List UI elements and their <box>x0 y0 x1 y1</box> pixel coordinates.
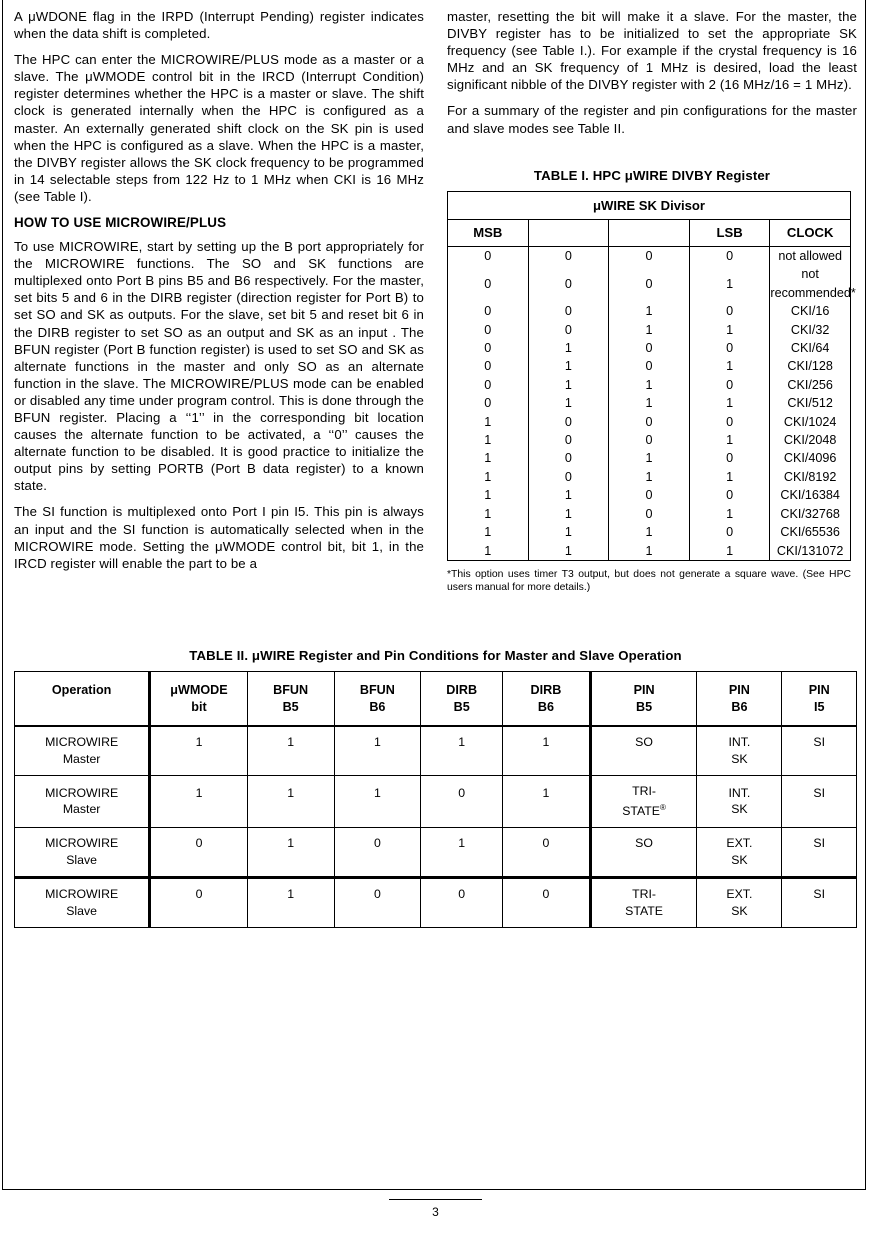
cell-line-1: SI <box>813 785 826 800</box>
header-line-2: B6 <box>537 699 554 714</box>
table-cell: 1 <box>448 413 529 431</box>
table-2-caption: TABLE II. μWIRE Register and Pin Conditions for Master and Slave Operation <box>189 648 682 663</box>
table-cell: 1 <box>609 302 690 320</box>
cell-line-1: 1 <box>195 785 203 800</box>
cell-line-1: 1 <box>373 735 381 749</box>
table-cell: 0 <box>448 247 529 266</box>
registered-trademark-icon: ® <box>660 802 666 812</box>
header-line-2: B6 <box>369 699 386 714</box>
table-cell: 0 <box>689 523 770 541</box>
cell-line-2 <box>784 751 854 768</box>
cell-line-2: SK <box>731 802 748 817</box>
header-line-1: BFUN <box>273 683 309 697</box>
table-2-header-row <box>15 672 857 727</box>
table-row <box>448 486 851 504</box>
header-line-2: bit <box>191 699 207 714</box>
cell-line-1: SO <box>635 836 653 851</box>
cell-line-1: SI <box>813 887 826 902</box>
cell-line-1: 1 <box>287 836 295 851</box>
table-cell: CKI/8192 <box>770 468 851 486</box>
table-cell: 0 <box>609 505 690 523</box>
table-cell: 1 <box>689 357 770 375</box>
cell-line-2: Slave <box>66 903 97 918</box>
page-number: 3 <box>432 1205 439 1219</box>
header-line-1: PIN <box>808 683 830 697</box>
table-cell: 1 <box>528 376 609 394</box>
table-cell: 0 <box>448 394 529 412</box>
cell-line-2 <box>337 751 419 768</box>
table-1-footnote: *This option uses timer T3 output, but does not generate a square wave. (See HPC users manual for more details.) <box>447 568 851 594</box>
operation-cell <box>15 828 150 878</box>
cell-line-1: INT. <box>728 785 751 800</box>
table-1-group-header-row <box>448 192 851 220</box>
table-row <box>448 449 851 467</box>
table-2-col-header <box>697 672 782 727</box>
cell-line-2 <box>423 751 500 768</box>
cell-line-2: SK <box>731 852 748 867</box>
pin-b6-cell <box>697 878 782 928</box>
header-line-1: μWMODE <box>170 683 228 697</box>
left-text-column <box>14 8 424 572</box>
table-2-col-header <box>590 672 697 727</box>
cell-line-2 <box>153 751 245 768</box>
table-cell: 1 <box>689 431 770 449</box>
cell-line-2: Master <box>62 802 101 817</box>
table-cell: CKI/131072 <box>770 542 851 561</box>
table-cell: 1 <box>689 265 770 302</box>
cell-line-2 <box>505 852 587 869</box>
table-cell: 0 <box>609 339 690 357</box>
pin-i5-cell <box>782 878 857 928</box>
bfun-b6-cell <box>334 776 421 828</box>
table-cell: CKI/32768 <box>770 505 851 523</box>
table-cell: 1 <box>528 339 609 357</box>
right-text-column <box>447 8 857 137</box>
table-1-header-row <box>448 220 851 247</box>
dirb-b5-cell <box>421 878 503 928</box>
table-1-col-header: CLOCK <box>770 220 851 247</box>
header-line-2: B6 <box>731 699 748 714</box>
cell-line-2 <box>505 751 587 768</box>
table-row <box>448 357 851 375</box>
table-row <box>448 247 851 266</box>
dirb-b6-cell <box>503 726 591 776</box>
table-cell: 0 <box>609 265 690 302</box>
table-cell: 0 <box>528 321 609 339</box>
header-line-2 <box>17 699 146 716</box>
cell-line-2: STATE® <box>622 802 666 818</box>
table-cell: 1 <box>609 394 690 412</box>
section-heading: HOW TO USE MICROWIRE/PLUS <box>14 215 227 231</box>
dirb-b5-cell <box>421 776 503 828</box>
table-1-col-header: LSB <box>689 220 770 247</box>
cell-line-1: 0 <box>458 785 466 800</box>
uwmode-bit-cell <box>150 776 248 828</box>
table-cell: 0 <box>609 357 690 375</box>
cell-line-1: 0 <box>542 887 550 902</box>
table-cell: CKI/4096 <box>770 449 851 467</box>
table-cell: 1 <box>448 486 529 504</box>
cell-line-1: 1 <box>373 785 381 800</box>
header-line-2: B5 <box>636 699 653 714</box>
table-cell: 1 <box>609 321 690 339</box>
table-2-col-header <box>421 672 503 727</box>
table-cell: 1 <box>448 542 529 561</box>
cell-line-1: 1 <box>287 887 295 902</box>
cell-line-1: 0 <box>373 887 381 902</box>
paragraph: For a summary of the register and pin configurations for the master and slave modes see Table II. <box>447 103 857 136</box>
pin-b5-cell <box>590 878 697 928</box>
table-cell: 0 <box>689 339 770 357</box>
table-cell: 0 <box>528 265 609 302</box>
cell-line-2 <box>153 801 245 818</box>
table-cell: 1 <box>689 394 770 412</box>
table-cell: 1 <box>609 449 690 467</box>
dirb-b6-cell <box>503 878 591 928</box>
table-cell: 1 <box>609 468 690 486</box>
paragraph: The HPC can enter the MICROWIRE/PLUS mode as a master or a slave. The μWMODE control bit in the IRCD (Interrupt Condition) register determines whether the HPC is a master or slave. The shift clock is generated internally when the HPC is configured as a master. An externally generated shift clock on the SK pin is used when the HPC is configured as a slave. When the HPC is a master, the DIVBY register allows the SK clock frequency to be programmed in 14 selectable steps from 122 Hz to 1 MHz when CKI is 16 MHz (see Table I). <box>14 52 424 204</box>
cell-line-1: SI <box>813 735 826 749</box>
cell-line-1: 1 <box>458 836 466 851</box>
cell-line-2 <box>505 903 587 920</box>
cell-line-1: 1 <box>195 735 203 749</box>
paragraph: A μWDONE flag in the IRPD (Interrupt Pending) register indicates when the data shift is completed. <box>14 9 424 42</box>
cell-line-2: STATE <box>625 903 663 918</box>
table-cell: 0 <box>448 376 529 394</box>
cell-line-2 <box>423 852 500 869</box>
table-row <box>448 265 851 302</box>
table-cell: 0 <box>528 302 609 320</box>
uwmode-bit-cell <box>150 726 248 776</box>
cell-line-2 <box>594 751 695 768</box>
table-1-head <box>448 192 851 247</box>
table-cell: CKI/256 <box>770 376 851 394</box>
cell-line-1: MICROWIRE <box>45 836 119 851</box>
table-cell: 0 <box>448 321 529 339</box>
cell-line-2 <box>423 801 500 818</box>
cell-line-1: MICROWIRE <box>45 735 119 749</box>
table-2-col-header <box>15 672 150 727</box>
header-line-1: DIRB <box>446 683 478 697</box>
cell-line-2 <box>153 903 245 920</box>
cell-line-1: 1 <box>542 785 550 800</box>
table-row <box>448 542 851 561</box>
cell-line-1: 0 <box>195 887 203 902</box>
cell-line-2 <box>784 852 854 869</box>
table-cell: 0 <box>528 449 609 467</box>
table-cell: 1 <box>609 523 690 541</box>
table-cell: 1 <box>609 542 690 561</box>
table-cell: 1 <box>689 542 770 561</box>
table-cell: not recommended* <box>770 265 851 302</box>
table-cell: 0 <box>689 302 770 320</box>
table-cell: 1 <box>528 542 609 561</box>
bfun-b6-cell <box>334 828 421 878</box>
cell-line-1: MICROWIRE <box>45 887 119 902</box>
table-row <box>448 431 851 449</box>
cell-line-1: 1 <box>287 785 295 800</box>
table-cell: 1 <box>448 449 529 467</box>
table-cell: CKI/64 <box>770 339 851 357</box>
table-2-col-header <box>503 672 591 727</box>
table-cell: 0 <box>448 302 529 320</box>
table-row <box>15 776 857 828</box>
table-cell: 0 <box>609 247 690 266</box>
table-cell: not allowed <box>770 247 851 266</box>
table-1 <box>447 191 856 561</box>
table-row <box>448 302 851 320</box>
table-2-col-header <box>150 672 248 727</box>
paragraph: To use MICROWIRE, start by setting up the B port appropriately for the MICROWIRE functions. The SO and SK functions are multiplexed onto Port B pins B5 and B6 respectively. For the master, set bits 5 and 6 in the DIRB register (direction register for Port B) to set SO and SK as outputs. For the slave, set bit 5 and reset bit 6 in the DIRB register to set SO as an output and SK as an input . The BFUN register (Port B function register) is used to set SO and SK as alternate functions in the master and only SO as an alternate function in the slave. The MICROWIRE/PLUS mode can be enabled or disabled any time under program control. This is done through the BFUN register. Placing a ‘‘1’’ in the corresponding bit location causes the alternate function to be activated, a ‘‘0’’ causes the alternate function to be disabled. It is good practice to initialize the output pins by setting PORTB (Port B data register) to a known state. <box>14 239 424 494</box>
table-cell: 0 <box>689 486 770 504</box>
table-cell: 1 <box>528 505 609 523</box>
cell-line-1: SI <box>813 836 826 851</box>
table-cell: 0 <box>689 413 770 431</box>
cell-line-1: 0 <box>542 836 550 851</box>
table-cell: 0 <box>689 449 770 467</box>
table-cell: 0 <box>689 376 770 394</box>
table-row <box>448 523 851 541</box>
table-cell: 1 <box>448 468 529 486</box>
table-cell: CKI/16 <box>770 302 851 320</box>
dirb-b5-cell <box>421 726 503 776</box>
pin-i5-cell <box>782 828 857 878</box>
table-cell: 1 <box>448 505 529 523</box>
cell-line-2: SK <box>731 903 748 918</box>
table-2 <box>14 671 857 928</box>
table-cell: 0 <box>609 486 690 504</box>
table-2-body <box>15 726 857 928</box>
cell-line-2 <box>423 903 500 920</box>
table-cell: 0 <box>448 357 529 375</box>
paragraph: The SI function is multiplexed onto Port I pin I5. This pin is always an input and the SI function is automatically selected when in the MICROWIRE mode. Setting the μWMODE control bit, bit 1, in the IRCD register will enable the part to be a <box>14 504 424 571</box>
header-line-1: PIN <box>633 683 655 697</box>
dirb-b6-cell <box>503 828 591 878</box>
cell-line-2 <box>784 903 854 920</box>
bfun-b6-cell <box>334 878 421 928</box>
table-row <box>448 413 851 431</box>
header-line-1: Operation <box>51 683 112 697</box>
paragraph: master, resetting the bit will make it a slave. For the master, the DIVBY register has to be initialized to set the appropriate SK frequency (see Table I.). For example if the crystal frequency is 16 MHz and an SK frequency of 1 MHz is desired, load the least significant nibble of the DIVBY register with 2 (16 MHz/16 = 1 MHz). <box>447 9 857 93</box>
cell-line-2 <box>337 903 419 920</box>
pin-b6-cell <box>697 776 782 828</box>
cell-line-1: 0 <box>195 836 203 851</box>
bfun-b5-cell <box>247 726 334 776</box>
table-cell: 1 <box>448 523 529 541</box>
cell-line-1: INT. <box>728 735 751 749</box>
header-line-1: BFUN <box>359 683 395 697</box>
operation-cell <box>15 878 150 928</box>
cell-line-2: Master <box>62 751 101 766</box>
table-cell: 0 <box>528 468 609 486</box>
pin-b5-cell <box>590 726 697 776</box>
cell-line-1: 1 <box>542 735 550 749</box>
cell-line-1: TRI- <box>632 784 657 798</box>
table-cell: 1 <box>528 523 609 541</box>
table-cell: CKI/16384 <box>770 486 851 504</box>
table-cell: 1 <box>689 468 770 486</box>
cell-line-2 <box>505 801 587 818</box>
table-cell: CKI/2048 <box>770 431 851 449</box>
cell-line-1: TRI- <box>632 887 657 902</box>
table-1-body <box>448 247 856 561</box>
table-cell: 0 <box>528 431 609 449</box>
pin-b6-cell <box>697 726 782 776</box>
cell-line-1: 0 <box>458 887 466 902</box>
cell-line-2: Slave <box>66 852 97 867</box>
pin-b6-cell <box>697 828 782 878</box>
bfun-b5-cell <box>247 828 334 878</box>
table-row <box>448 394 851 412</box>
pin-b5-cell <box>590 828 697 878</box>
table-row <box>448 505 851 523</box>
dirb-b6-cell <box>503 776 591 828</box>
header-line-1: PIN <box>728 683 750 697</box>
cell-line-1: MICROWIRE <box>45 785 119 800</box>
uwmode-bit-cell <box>150 828 248 878</box>
table-cell: 0 <box>528 247 609 266</box>
table-2-col-header <box>782 672 857 727</box>
table-cell: CKI/32 <box>770 321 851 339</box>
table-1-group-header: μWIRE SK Divisor <box>448 192 851 220</box>
cell-line-1: EXT. <box>726 887 753 902</box>
cell-line-2: SK <box>731 751 748 766</box>
table-cell: 0 <box>448 339 529 357</box>
header-line-1: DIRB <box>530 683 562 697</box>
cell-line-1: EXT. <box>726 836 753 851</box>
table-cell: 0 <box>609 431 690 449</box>
table-row <box>448 468 851 486</box>
cell-line-1: 0 <box>373 836 381 851</box>
cell-line-2 <box>153 852 245 869</box>
bfun-b5-cell <box>247 776 334 828</box>
footer-rule <box>389 1199 482 1200</box>
table-cell: 1 <box>528 394 609 412</box>
cell-line-2 <box>784 801 854 818</box>
table-cell: 0 <box>689 247 770 266</box>
cell-line-2 <box>250 751 332 768</box>
operation-cell <box>15 776 150 828</box>
dirb-b5-cell <box>421 828 503 878</box>
cell-line-2 <box>250 801 332 818</box>
cell-line-2 <box>250 852 332 869</box>
table-cell: 0 <box>528 413 609 431</box>
table-row <box>15 726 857 776</box>
cell-line-1: 1 <box>458 735 466 749</box>
table-1-col-header: MSB <box>448 220 529 247</box>
cell-line-2 <box>250 903 332 920</box>
bfun-b6-cell <box>334 726 421 776</box>
table-cell: 1 <box>609 376 690 394</box>
cell-line-2 <box>337 852 419 869</box>
operation-cell <box>15 726 150 776</box>
table-2-col-header <box>334 672 421 727</box>
header-line-2: B5 <box>453 699 470 714</box>
cell-line-2 <box>337 801 419 818</box>
table-cell: CKI/1024 <box>770 413 851 431</box>
table-row <box>15 878 857 928</box>
header-line-2: I5 <box>813 699 825 714</box>
table-cell: 0 <box>448 265 529 302</box>
table-2-col-header <box>247 672 334 727</box>
table-cell: 0 <box>609 413 690 431</box>
table-row <box>15 828 857 878</box>
table-cell: 1 <box>528 357 609 375</box>
table-cell: CKI/65536 <box>770 523 851 541</box>
table-cell: CKI/128 <box>770 357 851 375</box>
cell-line-1: 1 <box>287 735 295 749</box>
table-row <box>448 339 851 357</box>
header-line-2: B5 <box>282 699 299 714</box>
table-2-block <box>14 648 857 928</box>
table-row <box>448 321 851 339</box>
table-cell: 1 <box>448 431 529 449</box>
pin-i5-cell <box>782 776 857 828</box>
cell-line-2 <box>594 852 695 869</box>
pin-b5-cell <box>590 776 697 828</box>
table-1-block <box>447 168 857 595</box>
table-2-head <box>15 672 857 727</box>
table-cell: 1 <box>528 486 609 504</box>
cell-line-1: SO <box>635 735 653 749</box>
pin-i5-cell <box>782 726 857 776</box>
table-cell: CKI/512 <box>770 394 851 412</box>
table-1-col-header <box>528 220 609 247</box>
bfun-b5-cell <box>247 878 334 928</box>
table-cell: 1 <box>689 321 770 339</box>
table-1-caption: TABLE I. HPC μWIRE DIVBY Register <box>533 168 771 183</box>
table-1-col-header <box>609 220 690 247</box>
uwmode-bit-cell <box>150 878 248 928</box>
table-cell: 1 <box>689 505 770 523</box>
table-row <box>448 376 851 394</box>
